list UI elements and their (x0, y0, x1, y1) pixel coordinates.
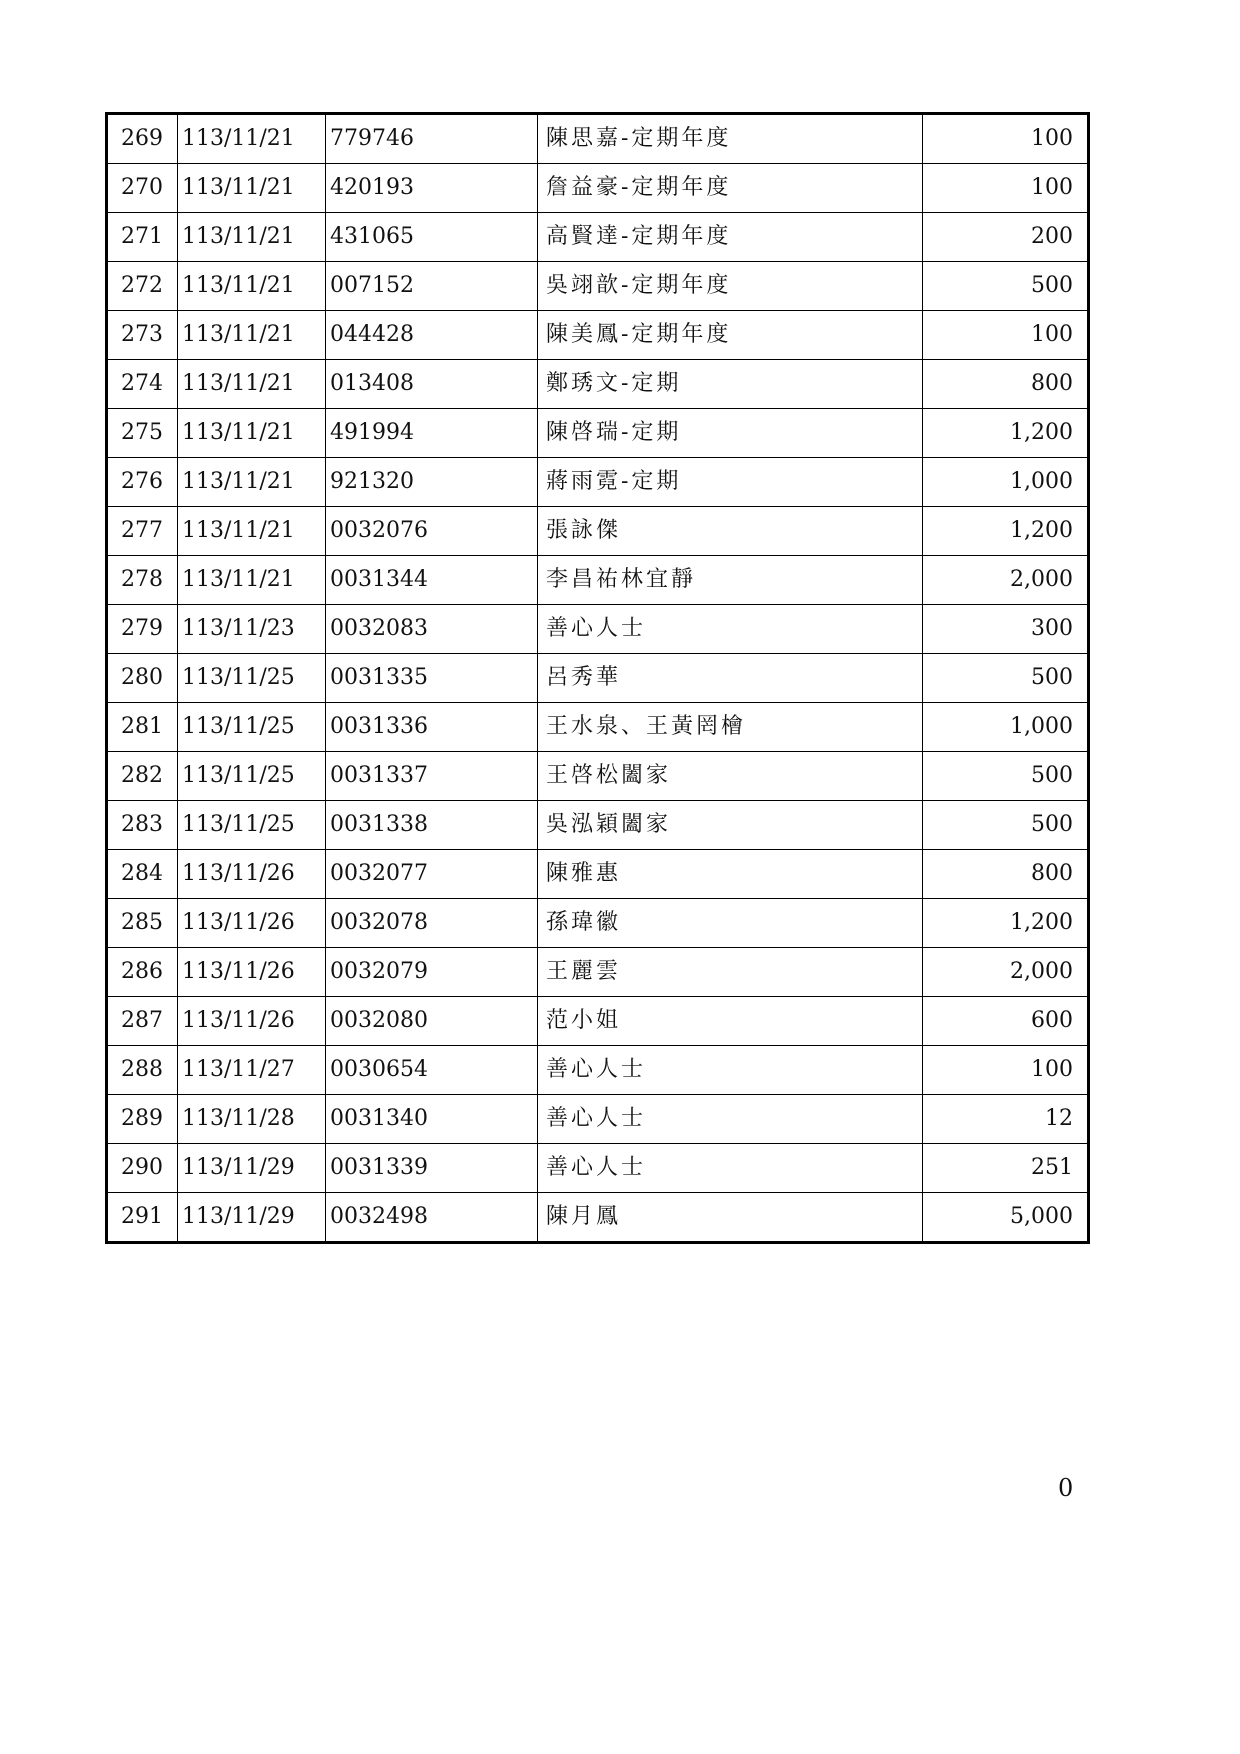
donation-amount: 2,000 (923, 948, 1089, 997)
table-row (107, 703, 1089, 752)
receipt-number: 0031335 (326, 654, 538, 703)
donor-name: 陳啓瑞-定期 (538, 409, 923, 458)
donation-date: 113/11/26 (178, 850, 326, 899)
row-number: 275 (107, 409, 178, 458)
row-number: 271 (107, 213, 178, 262)
donation-date: 113/11/21 (178, 556, 326, 605)
donation-date: 113/11/25 (178, 801, 326, 850)
donor-name: 陳雅惠 (538, 850, 923, 899)
receipt-number: 921320 (326, 458, 538, 507)
donor-name: 詹益豪-定期年度 (538, 164, 923, 213)
table-row (107, 262, 1089, 311)
row-number: 281 (107, 703, 178, 752)
donation-date: 113/11/21 (178, 507, 326, 556)
donor-name: 王麗雲 (538, 948, 923, 997)
donation-amount: 200 (923, 213, 1089, 262)
table-row (107, 213, 1089, 262)
row-number: 291 (107, 1193, 178, 1243)
donation-amount: 600 (923, 997, 1089, 1046)
table-row (107, 997, 1089, 1046)
donation-amount: 500 (923, 262, 1089, 311)
table-row (107, 409, 1089, 458)
donation-date: 113/11/25 (178, 752, 326, 801)
table-row (107, 1144, 1089, 1193)
donation-date: 113/11/26 (178, 948, 326, 997)
receipt-number: 0032079 (326, 948, 538, 997)
receipt-number: 007152 (326, 262, 538, 311)
receipt-number: 420193 (326, 164, 538, 213)
table-row (107, 1095, 1089, 1144)
table-row (107, 507, 1089, 556)
row-number: 289 (107, 1095, 178, 1144)
table-row (107, 899, 1089, 948)
row-number: 283 (107, 801, 178, 850)
donor-name: 蔣雨霓-定期 (538, 458, 923, 507)
row-number: 277 (107, 507, 178, 556)
donation-date: 113/11/21 (178, 360, 326, 409)
receipt-number: 0032076 (326, 507, 538, 556)
row-number: 273 (107, 311, 178, 360)
donor-name: 孫瑋徽 (538, 899, 923, 948)
table-row (107, 360, 1089, 409)
table-row (107, 801, 1089, 850)
donation-table-body (107, 114, 1089, 1243)
table-row (107, 654, 1089, 703)
page-number: 0 (1058, 1474, 1074, 1502)
row-number: 286 (107, 948, 178, 997)
table-row (107, 1046, 1089, 1095)
donation-amount: 500 (923, 752, 1089, 801)
donation-amount: 100 (923, 1046, 1089, 1095)
donation-amount: 1,000 (923, 458, 1089, 507)
donation-date: 113/11/21 (178, 262, 326, 311)
donor-name: 張詠傑 (538, 507, 923, 556)
donation-amount: 1,200 (923, 409, 1089, 458)
donation-date: 113/11/29 (178, 1193, 326, 1243)
receipt-number: 0031339 (326, 1144, 538, 1193)
row-number: 278 (107, 556, 178, 605)
donation-amount: 800 (923, 360, 1089, 409)
donation-amount: 500 (923, 801, 1089, 850)
donor-name: 鄭琇文-定期 (538, 360, 923, 409)
donation-date: 113/11/26 (178, 899, 326, 948)
receipt-number: 0032080 (326, 997, 538, 1046)
table-row (107, 752, 1089, 801)
receipt-number: 0031337 (326, 752, 538, 801)
row-number: 288 (107, 1046, 178, 1095)
receipt-number: 0031338 (326, 801, 538, 850)
row-number: 290 (107, 1144, 178, 1193)
donation-date: 113/11/21 (178, 114, 326, 164)
donation-amount: 1,200 (923, 899, 1089, 948)
donation-date: 113/11/21 (178, 164, 326, 213)
donation-date: 113/11/28 (178, 1095, 326, 1144)
row-number: 284 (107, 850, 178, 899)
receipt-number: 0032077 (326, 850, 538, 899)
donor-name: 善心人士 (538, 1144, 923, 1193)
donation-date: 113/11/25 (178, 703, 326, 752)
row-number: 285 (107, 899, 178, 948)
row-number: 272 (107, 262, 178, 311)
table-row (107, 164, 1089, 213)
donor-name: 李昌祐林宜靜 (538, 556, 923, 605)
donor-name: 陳月鳳 (538, 1193, 923, 1243)
donation-table (105, 112, 1090, 1244)
receipt-number: 044428 (326, 311, 538, 360)
receipt-number: 013408 (326, 360, 538, 409)
donation-date: 113/11/21 (178, 458, 326, 507)
receipt-number: 0032078 (326, 899, 538, 948)
donor-name: 善心人士 (538, 1046, 923, 1095)
donation-amount: 100 (923, 311, 1089, 360)
donor-name: 范小姐 (538, 997, 923, 1046)
row-number: 287 (107, 997, 178, 1046)
donor-name: 陳美鳳-定期年度 (538, 311, 923, 360)
receipt-number: 779746 (326, 114, 538, 164)
receipt-number: 0030654 (326, 1046, 538, 1095)
donation-amount: 300 (923, 605, 1089, 654)
donation-amount: 1,200 (923, 507, 1089, 556)
table-row (107, 311, 1089, 360)
donor-name: 呂秀華 (538, 654, 923, 703)
donation-amount: 100 (923, 114, 1089, 164)
donor-name: 高賢達-定期年度 (538, 213, 923, 262)
donation-date: 113/11/21 (178, 213, 326, 262)
donation-amount: 800 (923, 850, 1089, 899)
donor-name: 王啓松闔家 (538, 752, 923, 801)
receipt-number: 0031344 (326, 556, 538, 605)
table-row (107, 458, 1089, 507)
table-row (107, 556, 1089, 605)
donation-date: 113/11/21 (178, 311, 326, 360)
donor-name: 吳泓穎闔家 (538, 801, 923, 850)
donation-date: 113/11/23 (178, 605, 326, 654)
receipt-number: 431065 (326, 213, 538, 262)
row-number: 269 (107, 114, 178, 164)
donation-amount: 5,000 (923, 1193, 1089, 1243)
receipt-number: 0032083 (326, 605, 538, 654)
donation-date: 113/11/25 (178, 654, 326, 703)
donation-amount: 1,000 (923, 703, 1089, 752)
receipt-number: 0031336 (326, 703, 538, 752)
table-row (107, 948, 1089, 997)
donation-date: 113/11/29 (178, 1144, 326, 1193)
donation-date: 113/11/21 (178, 409, 326, 458)
table-row (107, 114, 1089, 164)
receipt-number: 0031340 (326, 1095, 538, 1144)
donor-name: 善心人士 (538, 1095, 923, 1144)
row-number: 279 (107, 605, 178, 654)
row-number: 280 (107, 654, 178, 703)
donation-amount: 12 (923, 1095, 1089, 1144)
donor-name: 陳思嘉-定期年度 (538, 114, 923, 164)
row-number: 282 (107, 752, 178, 801)
receipt-number: 491994 (326, 409, 538, 458)
donor-name: 吳翊歆-定期年度 (538, 262, 923, 311)
table-row (107, 850, 1089, 899)
row-number: 276 (107, 458, 178, 507)
donation-amount: 251 (923, 1144, 1089, 1193)
donation-date: 113/11/27 (178, 1046, 326, 1095)
donor-name: 王水泉、王黃罔檜 (538, 703, 923, 752)
donation-amount: 2,000 (923, 556, 1089, 605)
row-number: 274 (107, 360, 178, 409)
donation-amount: 100 (923, 164, 1089, 213)
table-row (107, 605, 1089, 654)
donation-date: 113/11/26 (178, 997, 326, 1046)
donation-amount: 500 (923, 654, 1089, 703)
donor-name: 善心人士 (538, 605, 923, 654)
receipt-number: 0032498 (326, 1193, 538, 1243)
table-row (107, 1193, 1089, 1243)
row-number: 270 (107, 164, 178, 213)
